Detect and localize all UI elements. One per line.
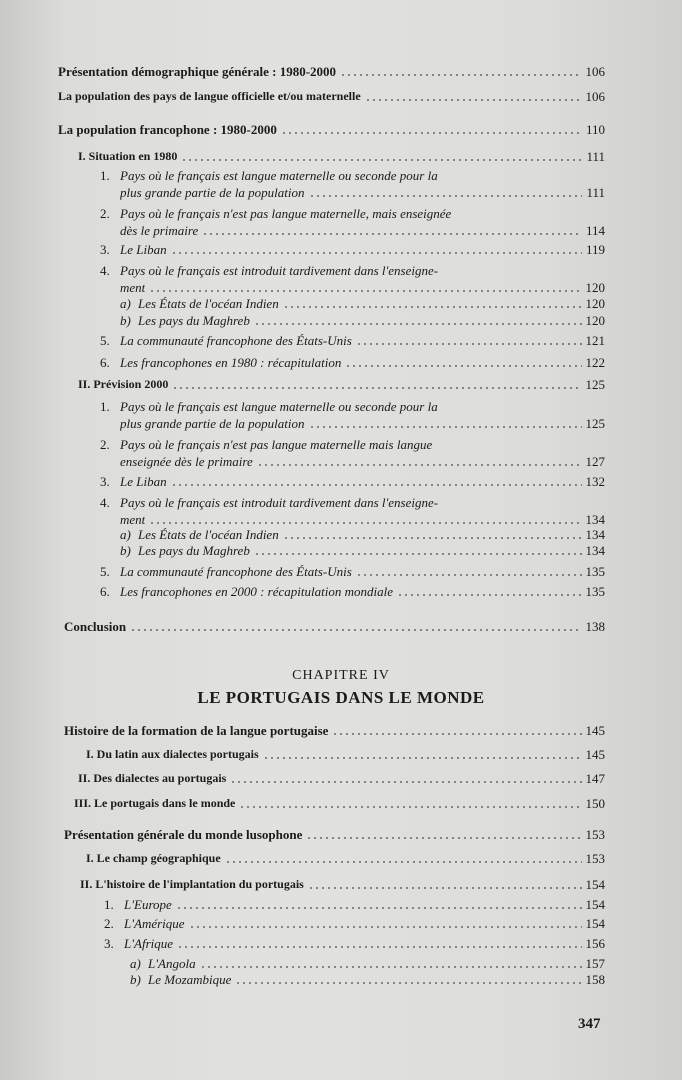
toc-entry-presentation-generale-du-monde-lusophone[interactable] [64,827,605,842]
dot-leader [309,195,583,197]
toc-entry-text-line1: Pays où le français est langue maternelle ou seconde pour la [120,168,438,183]
toc-page-number: 154 [585,897,605,912]
toc-page-number: 125 [585,377,605,392]
dot-leader [177,946,581,948]
dot-leader [202,233,582,235]
page-number: 347 [578,1016,601,1032]
dot-leader [309,426,582,428]
toc-entry-title: plus grande partie de la population [120,416,305,431]
toc-entry-text-line1: Pays où le français n'est pas langue maternelle, mais enseignée [120,206,452,221]
toc-entry-title: II. L'histoire de l'implantation du portugais [80,877,304,891]
toc-entry-number: 2. [104,916,114,931]
toc-entry-title: I. Le champ géographique [86,851,221,865]
toc-entry-number: 2. [100,206,110,221]
toc-page-number: 156 [585,936,605,951]
dot-leader [171,484,582,486]
toc-entry-title: Présentation démographique générale : 1980-2000 [58,64,337,79]
toc-entry-text-line1: Pays où le français est introduit tardivement dans l'enseigne- [120,495,439,510]
toc-entry-title: La communauté francophone des États-Unis [120,564,352,579]
toc-entry-l-afrique[interactable] [124,936,605,951]
toc-entry-les-pays-du-maghreb[interactable] [138,313,605,328]
toc-page-number: 132 [585,474,605,489]
toc-entry-title: Le Liban [120,474,167,489]
toc-entry-title: II. Prévision 2000 [78,377,169,391]
dot-leader [254,323,582,325]
toc-entry-title: Les francophones en 2000 : récapitulation mondiale [120,584,393,599]
toc-entry-le-liban[interactable] [120,474,605,489]
toc-entry-les-etats-de-l-ocean-indien[interactable] [138,296,605,311]
toc-entry-plus-grande-partie-de-la-population[interactable] [120,416,605,431]
toc-entry-number: b) [120,313,131,328]
dot-leader [356,574,582,576]
toc-entry-iii-le-portugais-dans-le-monde[interactable] [74,796,605,811]
toc-entry-title: L'Amérique [124,916,185,931]
toc-entry-title: Le Liban [120,242,167,257]
toc-entry-title: Présentation générale du monde lusophone [64,827,303,842]
toc-entry-la-communaute-francophone-des-etats-unis[interactable] [120,333,605,348]
toc-page-number: 119 [585,242,605,257]
toc-entry-la-population-des-pays-de-langue-officie[interactable] [58,89,605,104]
toc-entry-number: 3. [100,242,110,257]
toc-entry-plus-grande-partie-de-la-population[interactable] [120,185,605,200]
toc-page-number: 153 [585,851,605,866]
toc-entry-title: Les États de l'océan Indien [138,296,279,311]
toc-page-number: 145 [585,747,605,762]
toc-entry-i-du-latin-aux-dialectes-portugais[interactable] [86,747,605,762]
toc-entry-i-le-champ-geographique[interactable] [86,851,605,866]
toc-entry-l-europe[interactable] [124,897,605,912]
toc-entry-title: L'Afrique [124,936,174,951]
toc-entry-la-communaute-francophone-des-etats-unis[interactable] [120,564,605,579]
dot-leader [149,290,581,292]
toc-page-number: 121 [585,333,605,348]
dot-leader [263,757,582,759]
toc-page-number: 134 [585,512,605,527]
toc-entry-title: dès le primaire [120,223,199,238]
toc-entry-number: a) [120,527,131,542]
dot-leader [181,159,582,161]
toc-entry-ment[interactable] [120,512,605,527]
toc-page-number: 127 [585,454,605,469]
toc-page-number: 150 [585,796,605,811]
toc-page-number: 154 [585,916,605,931]
toc-entry-text-line1: Pays où le français est langue maternelle ou seconde pour la [120,399,438,414]
toc-entry-title: Les États de l'océan Indien [138,527,279,542]
toc-entry-number: 6. [100,584,110,599]
toc-entry-title: plus grande partie de la population [120,185,305,200]
dot-leader [308,887,582,889]
dot-leader [257,464,582,466]
toc-page-number: 134 [585,527,605,542]
dot-leader [340,74,581,76]
toc-entry-number: b) [130,972,141,987]
toc-page-number: 125 [585,416,605,431]
toc-entry-title: ment [120,512,146,527]
toc-page-number: 153 [585,827,605,842]
toc-page-number: 120 [585,280,605,295]
toc-page-number: 111 [586,149,605,164]
dot-leader [306,837,581,839]
toc-entry-title: II. Des dialectes au portugais [78,771,227,785]
dot-leader [365,99,582,101]
toc-entry-text-line1: Pays où le français est introduit tardivement dans l'enseigne- [120,263,439,278]
toc-entry-ment[interactable] [120,280,605,295]
toc-page-number: 120 [585,296,605,311]
dot-leader [356,343,582,345]
toc-page-number: 135 [585,564,605,579]
toc-page-number: 106 [585,89,605,104]
toc-entry-histoire-de-la-formation-de-la-langue-po[interactable] [64,723,605,738]
toc-page-number: 111 [586,185,605,200]
toc-entry-presentation-demographique-generale-1980[interactable] [58,64,605,79]
toc-entry-number: 4. [100,263,110,278]
toc-page-number: 138 [585,619,605,634]
toc-entry-les-francophones-en-1980-recapitulation[interactable] [120,355,605,370]
toc-entry-title: ment [120,280,146,295]
toc-entry-la-population-francophone-1980-2000[interactable] [58,122,605,137]
toc-entry-number: 1. [100,168,110,183]
toc-entry-les-etats-de-l-ocean-indien[interactable] [138,527,605,542]
toc-entry-title: Les pays du Maghreb [138,543,250,558]
toc-entry-i-situation-en-1980[interactable] [78,149,605,164]
toc-page-number: 158 [585,972,605,987]
dot-leader [397,594,582,596]
dot-leader [171,252,582,254]
toc-entry-title: Les pays du Maghreb [138,313,250,328]
toc-entry-title: I. Situation en 1980 [78,149,178,163]
toc-entry-number: a) [130,956,141,971]
toc-entry-des-le-primaire[interactable] [120,223,605,238]
dot-leader [176,907,582,909]
toc-entry-title: III. Le portugais dans le monde [74,796,236,810]
dot-leader [130,629,581,631]
toc-entry-ii-des-dialectes-au-portugais[interactable] [78,771,605,786]
toc-entry-title: Les francophones en 1980 : récapitulation [120,355,342,370]
toc-page-number: 147 [585,771,605,786]
toc-page-number: 135 [585,584,605,599]
toc-page-number: 154 [585,877,605,892]
toc-entry-ii-l-histoire-de-l-implantation-du-portu[interactable] [80,877,605,892]
dot-leader [254,553,582,555]
toc-entry-enseignee-des-le-primaire[interactable] [120,454,605,469]
toc-page-number: 120 [585,313,605,328]
toc-entry-number: 6. [100,355,110,370]
toc-entry-number: a) [120,296,131,311]
chapter-title: LE PORTUGAIS DANS LE MONDE [197,688,485,707]
toc-entry-title: L'Europe [124,897,172,912]
dot-leader [172,387,581,389]
toc-entry-number: 3. [104,936,114,951]
dot-leader [281,132,582,134]
dot-leader [230,781,581,783]
toc-entry-title: La population des pays de langue officielle et/ou maternelle [58,89,361,103]
toc-entry-number: 1. [104,897,114,912]
toc-page-number: 122 [585,355,605,370]
toc-entry-l-angola[interactable] [148,956,605,971]
toc-entry-title: I. Du latin aux dialectes portugais [86,747,259,761]
toc-entry-conclusion[interactable] [64,619,605,634]
toc-entry-ii-prevision-2000[interactable] [78,377,605,392]
toc-entry-l-amerique[interactable] [124,916,605,931]
toc-entry-number: b) [120,543,131,558]
dot-leader [149,522,581,524]
toc-entry-les-francophones-en-2000-recapitulation-[interactable] [120,584,605,599]
toc-entry-number: 1. [100,399,110,414]
toc-page-number: 106 [585,64,605,79]
toc-entry-les-pays-du-maghreb[interactable] [138,543,605,558]
dot-leader [225,861,582,863]
toc-entry-number: 4. [100,495,110,510]
toc-entry-title: L'Angola [148,956,196,971]
toc-entry-text-line1: Pays où le français n'est pas langue maternelle mais langue [120,437,433,452]
dot-leader [345,365,581,367]
dot-leader [332,733,581,735]
toc-entry-number: 3. [100,474,110,489]
dot-leader [283,306,582,308]
toc-page-number: 134 [585,543,605,558]
toc-entry-title: Histoire de la formation de la langue portugaise [64,723,329,738]
toc-entry-le-mozambique[interactable] [148,972,605,987]
toc-entry-le-liban[interactable] [120,242,605,257]
dot-leader [189,926,582,928]
toc-page-number: 157 [585,956,605,971]
toc-entry-number: 5. [100,333,110,348]
toc-entry-number: 5. [100,564,110,579]
dot-leader [235,982,581,984]
toc-page-number: 110 [585,122,605,137]
dot-leader [283,537,582,539]
toc-entry-title: La communauté francophone des États-Unis [120,333,352,348]
toc-entry-title: Conclusion [64,619,127,634]
dot-leader [200,966,582,968]
toc-entry-title: Le Mozambique [148,972,232,987]
dot-leader [239,806,581,808]
toc-page-number: 114 [585,223,605,238]
toc-entry-number: 2. [100,437,110,452]
toc-entry-title: enseignée dès le primaire [120,454,253,469]
toc-page-number: 145 [585,723,605,738]
chapter-number: CHAPITRE IV [292,668,390,683]
toc-entry-title: La population francophone : 1980-2000 [58,122,277,137]
